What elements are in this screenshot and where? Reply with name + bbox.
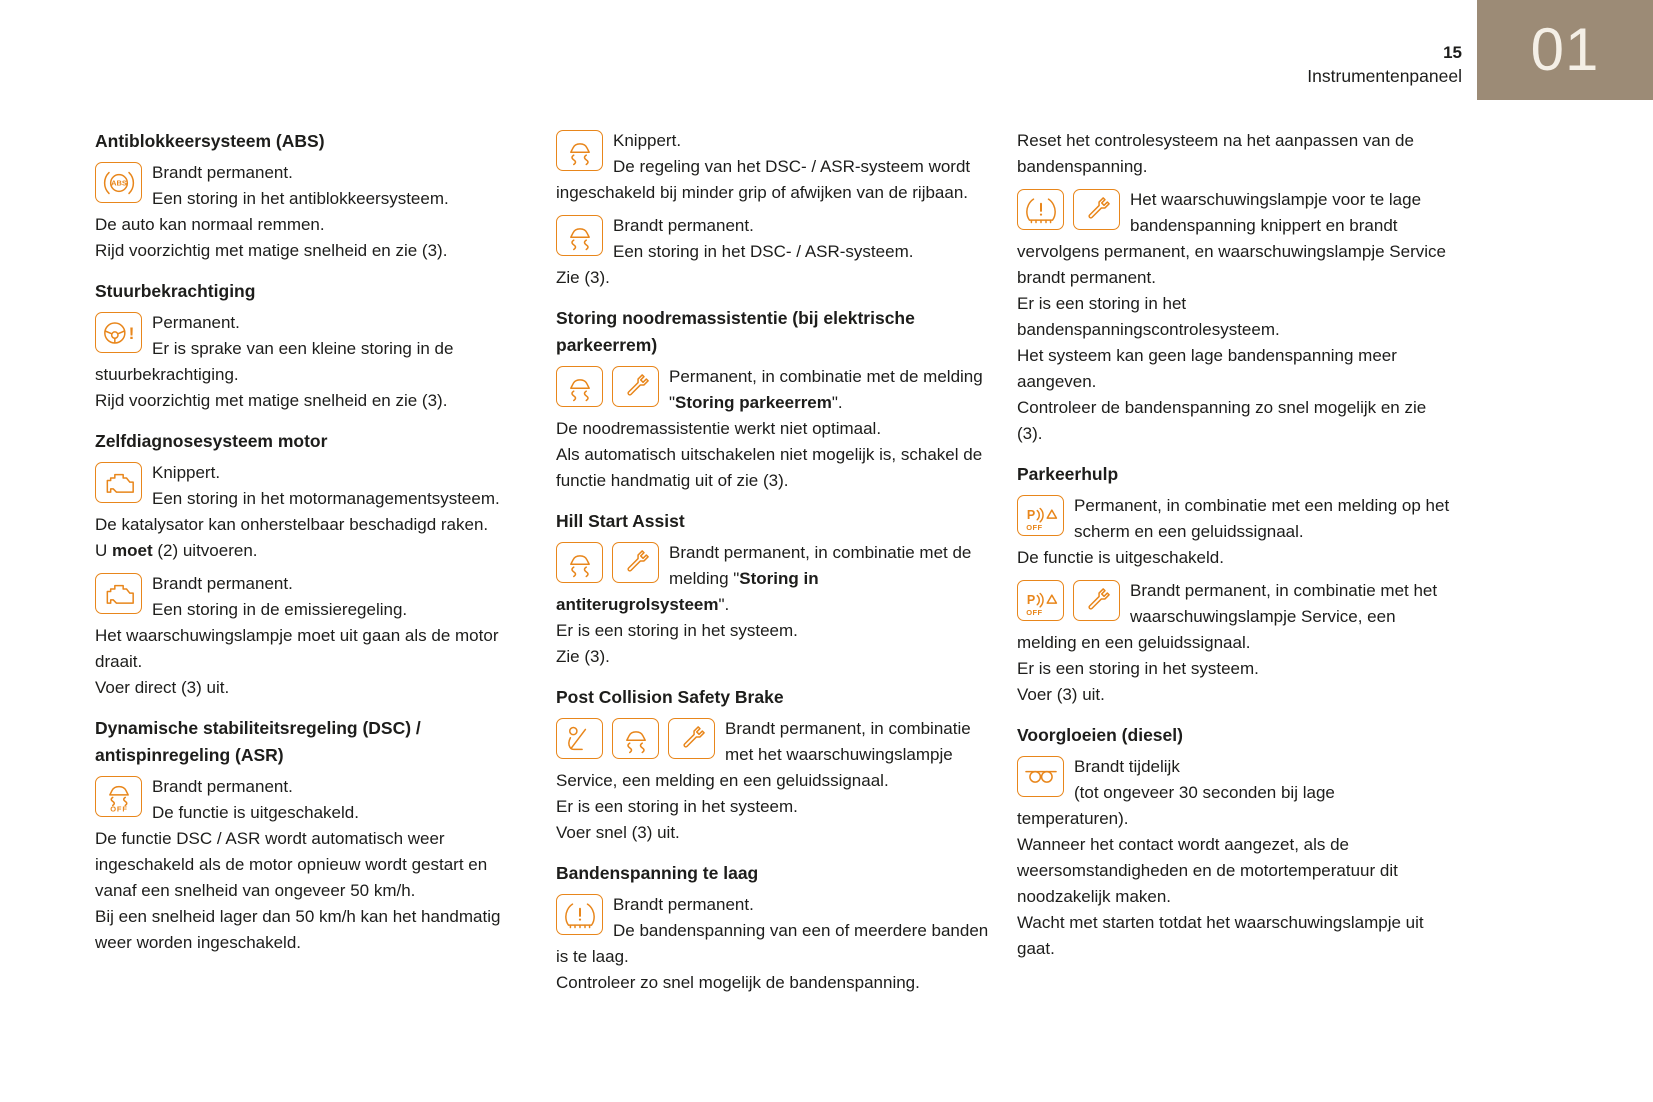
warning-entry [556,716,989,846]
warning-entry [1017,128,1450,180]
entry-line: Er is een storing in het systeem. [556,797,798,816]
warning-entry [556,540,989,670]
entry-line: Zie (3). [556,647,610,666]
entry-line: Het systeem kan geen lage bandenspanning meer aangeven. [1017,346,1397,391]
entry-line: Een storing in de emissieregeling. [152,600,408,619]
entry-line: Brandt permanent, in combinatie met het waarschuwingslampje Service, een melding en een geluidssignaal. [556,719,971,790]
entry-line: Wanneer het contact wordt aangezet, als de weersomstandigheden en de motortemperatuur dit noodzakelijk maken. [1017,835,1398,906]
warning-entry [1017,578,1450,708]
entry-line: Het waarschuwingslampje moet uit gaan als de motor draait. [95,626,499,671]
entry-line: Voer (3) uit. [1017,685,1105,704]
text-segment: ". [718,595,730,614]
heading-glow-plugs: Voorgloeien (diesel) [1017,725,1183,745]
entry-line: De katalysator kan onherstelbaar beschadigd raken. [95,515,489,534]
entry-line: Reset het controlesysteem na het aanpassen van de bandenspanning. [1017,131,1414,176]
entry-line: Voer direct (3) uit. [95,678,230,697]
chapter-tab [1477,0,1653,100]
tire-pressure-warning-icon [556,894,603,935]
entry-line: Permanent. [152,313,240,332]
entry-line [95,538,528,564]
entry-line: De functie DSC / ASR wordt automatisch weer ingeschakeld als de motor opnieuw wordt gestart en vanaf een snelheid van ongeveer 50 km/h. [95,829,488,900]
entry-icons [1017,495,1064,536]
entry-line: Brandt tijdelijk [1074,757,1180,776]
entry-icons [95,776,142,817]
column-3 [1017,128,1450,962]
text-segment: Permanent, in combinatie met de melding " [669,367,983,412]
section-title: Instrumentenpaneel [1307,66,1462,86]
power-steering-warning-icon [95,312,142,353]
entry-icons [556,718,715,759]
check-engine-icon [95,462,142,503]
traction-control-icon [556,215,603,256]
content-columns [95,128,1450,996]
entry-icons [556,894,603,935]
entry-line: De auto kan normaal remmen. [95,215,325,234]
traction-control-icon [556,130,603,171]
text-segment-bold: moet [112,541,153,560]
warning-entry [95,571,528,701]
entry-icons [556,130,603,171]
entry-line: Brandt permanent. [152,574,293,593]
warning-entry [1017,493,1450,571]
heading-dsc-asr: Dynamische stabiliteitsregeling (DSC) / antispinregeling (ASR) [95,718,421,765]
entry-line: De functie is uitgeschakeld. [152,803,359,822]
entry-line: Bij een snelheid lager dan 50 km/h kan het handmatig weer worden ingeschakeld. [95,907,501,952]
entry-line: Brandt permanent, in combinatie met het waarschuwingslampje Service, een melding en een geluidssignaal. [1017,581,1438,652]
heading-post-collision-safety-brake: Post Collision Safety Brake [556,687,784,707]
service-wrench-icon [1073,189,1120,230]
traction-control-icon [612,718,659,759]
entry-icons [95,312,142,353]
warning-entry [95,460,528,564]
column-2 [556,128,989,996]
entry-line: Het waarschuwingslampje voor te lage bandenspanning knippert en brandt vervolgens permanent, en waarschuwingslampje Service brandt permanent. [1017,190,1446,287]
entry-icons [556,215,603,256]
page-number: 15 [1443,43,1462,62]
entry-line: Rijd voorzichtig met matige snelheid en zie (3). [95,391,448,410]
entry-icons [95,162,142,203]
heading-abs: Antiblokkeersysteem (ABS) [95,131,325,151]
text-segment: ". [831,393,843,412]
text-segment: Brandt permanent, in combinatie met de melding " [669,543,972,588]
entry-icons [95,573,142,614]
entry-line: Brandt permanent. [152,163,293,182]
entry-icons [556,542,659,583]
traction-control-icon [556,542,603,583]
warning-entry [1017,754,1450,962]
service-wrench-icon [612,366,659,407]
entry-line: Er is sprake van een kleine storing in de stuurbekrachtiging. [95,339,454,384]
heading-engine-diagnostics: Zelfdiagnosesysteem motor [95,431,328,451]
entry-line: Wacht met starten totdat het waarschuwingslampje uit gaat. [1017,913,1424,958]
check-engine-icon [95,573,142,614]
entry-line: Brandt permanent. [152,777,293,796]
entry-line: Een storing in het motormanagementsysteem. [152,489,500,508]
entry-line: Rijd voorzichtig met matige snelheid en zie (3). [95,241,448,260]
entry-line: Er is een storing in het systeem. [556,621,798,640]
warning-entry [556,128,989,206]
entry-icons [95,462,142,503]
heading-tire-pressure-low: Bandenspanning te laag [556,863,759,883]
entry-line: Als automatisch uitschakelen niet mogelijk is, schakel de functie handmatig uit of zie (3). [556,445,983,490]
abs-warning-icon [95,162,142,203]
text-segment: (2) uitvoeren. [152,541,258,560]
entry-line: Permanent, in combinatie met een melding op het scherm en een geluidssignaal. [1074,496,1450,541]
entry-line: Er is een storing in het systeem. [1017,659,1259,678]
heading-power-steering: Stuurbekrachtiging [95,281,256,301]
entry-line: Een storing in het DSC- / ASR-systeem. [613,242,914,261]
entry-icons [1017,189,1120,230]
entry-line: Controleer zo snel mogelijk de bandenspanning. [556,973,920,992]
heading-emergency-brake-assist: Storing noodremassistentie (bij elektrische parkeerrem) [556,308,915,355]
heading-hill-start-assist: Hill Start Assist [556,511,685,531]
entry-line: Knippert. [613,131,682,150]
entry-line: De bandenspanning van een of meerdere banden is te laag. [556,921,989,966]
warning-entry [95,774,528,956]
entry-line: Knippert. [152,463,221,482]
entry-line: Een storing in het antiblokkeersysteem. [152,189,449,208]
entry-icons [556,366,659,407]
entry-line: De noodremassistentie werkt niet optimaal. [556,419,882,438]
entry-icons [1017,580,1120,621]
entry-line: Er is een storing in het bandenspanningscontrolesysteem. [1017,294,1280,339]
traction-control-icon [556,366,603,407]
entry-line: Voer snel (3) uit. [556,823,680,842]
warning-entry [556,892,989,996]
warning-entry [556,364,989,494]
entry-line: De functie is uitgeschakeld. [1017,548,1224,567]
text-segment-bold: Storing parkeerrem [675,393,832,412]
entry-line: Brandt permanent. [613,895,754,914]
entry-line: Controleer de bandenspanning zo snel mogelijk en zie (3). [1017,398,1427,443]
entry-line: (tot ongeveer 30 seconden bij lage temperaturen). [1017,783,1335,828]
parking-sensor-off-icon [1017,495,1064,536]
service-wrench-icon [612,542,659,583]
chapter-number: 01 [1530,16,1600,83]
service-wrench-icon [1073,580,1120,621]
entry-icons [1017,756,1064,797]
glow-plug-icon [1017,756,1064,797]
entry-line: Brandt permanent. [613,216,754,235]
entry-line: De regeling van het DSC- / ASR-systeem wordt ingeschakeld bij minder grip of afwijken van de rijbaan. [556,157,971,202]
page-header [1307,42,1462,88]
tire-pressure-warning-icon [1017,189,1064,230]
seatbelt-warning-icon [556,718,603,759]
text-segment-bold: Storing in antiterugrolsysteem [556,569,819,614]
heading-parking-assist: Parkeerhulp [1017,464,1119,484]
warning-entry [95,310,528,414]
entry-line: Zie (3). [556,268,610,287]
warning-entry [1017,187,1450,447]
text-segment: U [95,541,112,560]
warning-entry [556,213,989,291]
warning-entry [95,160,528,264]
parking-sensor-off-icon [1017,580,1064,621]
service-wrench-icon [668,718,715,759]
column-1 [95,128,528,956]
traction-control-off-icon [95,776,142,817]
